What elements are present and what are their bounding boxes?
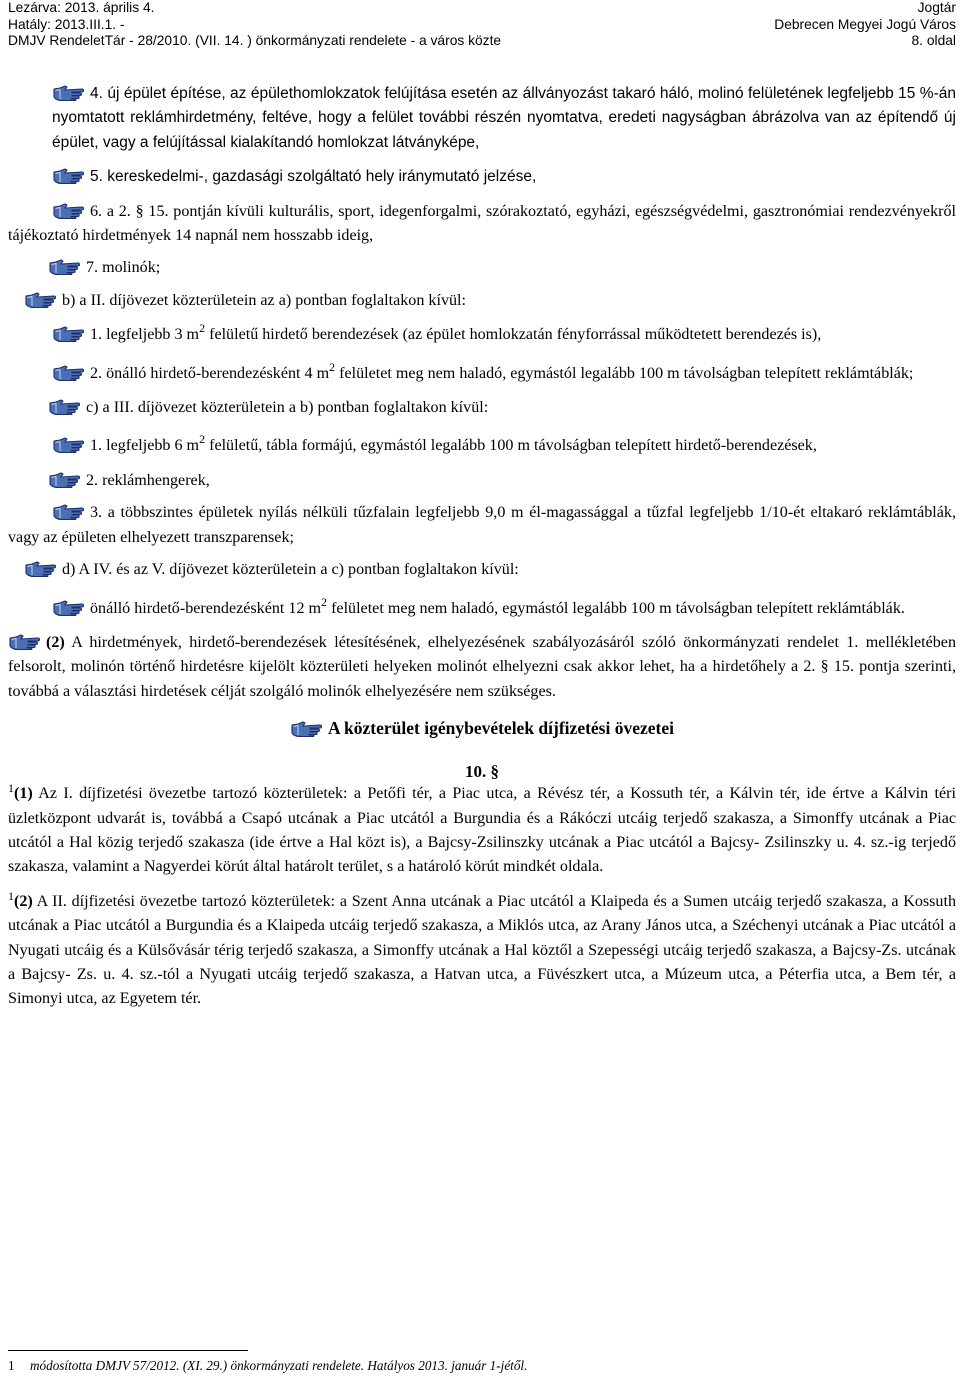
footnote-reference[interactable]: 1 <box>8 781 14 796</box>
pointing-hand-icon <box>8 632 42 650</box>
pointing-hand-icon <box>48 397 82 415</box>
pointing-hand-icon <box>24 559 58 577</box>
footnote-number: 1 <box>8 1358 15 1373</box>
list-item-a7: 7. molinók; <box>8 256 956 280</box>
list-item-c: c) a III. díjövezet közterületein a b) pontban foglaltakon kívül: <box>8 396 956 420</box>
header-left <box>8 0 501 50</box>
section-heading: A közterület igénybevételek díjfizetési övezetei <box>8 716 956 740</box>
effective-date: Hatály: 2013.III.1. - <box>8 16 125 32</box>
list-item-a6: 6. a 2. § 15. pontján kívüli kulturális, sport, idegenforgalmi, szórakoztató, egyházi, egészségvédelmi, gasztronómiai rendezvényekről tájékoztató hirdetmények 14 napnál nem hosszabb ideig, <box>8 202 956 245</box>
pointing-hand-icon <box>52 324 86 342</box>
page-number: 8. oldal <box>911 33 956 49</box>
list-item-c1: 1. legfeljebb 6 $m^2$ felületű, tábla formájú, egymástól legalább 100 m távolságban telepített hirdető-berendezések, <box>8 434 956 458</box>
footnote-text: módosította DMJV 57/2012. (XI. 29.) önkormányzati rendelete. Hatályos 2013. január 1-jétől. <box>30 1358 528 1373</box>
pointing-hand-icon <box>52 83 86 101</box>
pointing-hand-icon <box>52 166 86 184</box>
list-item-d: d) A IV. és az V. díjövezet közterületein a c) pontban foglaltakon kívül: <box>8 558 956 582</box>
pointing-hand-icon <box>290 719 324 737</box>
list-item-b: b) a II. díjövezet közterületein az a) pontban foglaltakon kívül: <box>8 289 956 313</box>
section-number: 10. § <box>465 762 499 782</box>
list-item-c3: 3. a többszintes épületek nyílás nélküli tűzfalain legfeljebb 9,0 m él-magassággal a tűzfal legfeljebb 1/10-ét eltakaró reklámtáblák, vagy az épületen elhelyezett transzparensek; <box>8 504 956 546</box>
pointing-hand-icon <box>52 502 86 520</box>
list-item-b2: 2. önálló hirdető-berendezésként 4 $m^2$ felületet meg nem haladó, egymástól legalább 100 m távolságban telepített reklámtáblák; <box>8 362 956 386</box>
pointing-hand-icon <box>52 201 86 219</box>
closed-date: Lezárva: 2013. április 4. <box>8 0 155 15</box>
pointing-hand-icon <box>48 470 82 488</box>
list-item-d1: önálló hirdető-berendezésként 12 $m^2$ felületet meg nem haladó, egymástól legalább 100 m távolságban telepített reklámtáblák. <box>8 597 956 621</box>
pointing-hand-icon <box>52 363 86 381</box>
section-10-paragraph-1: $^1$(1) Az I. díjfizetési övezetbe tartozó közterületek: a Petőfi tér, a Piac utca, a Révész tér, a Kossuth tér, a Kálvin tér, ide értve a Kálvin téri üzletközpont udvarát is, továbbá a Csapó utcának a Piac utcától a Burgundia és a Rákóczi utcáig terjedő szakasza, a Simonffy utcának a Piac utcától a Hal közig terjedő szakasza (ide értve a Hal közt is), a Bajcsy-Zsilinszky utcának a Piac utcától a Bajcsy- Zsilinszky u. 4. sz.-ig terjedő szakasza, valamint a Nagyerdei körút által határolt terület, s a határoló körút mindkét oldala. <box>8 781 956 876</box>
page-header <box>0 0 960 56</box>
footnote <box>8 1358 527 1374</box>
document-body <box>8 82 956 1012</box>
section-10-paragraph-2: $^1$(2) A II. díjfizetési övezetbe tartozó közterületek: a Szent Anna utcának a Piac utcától a Klaipeda és a Sumen utcáig terjedő szakasza, a Kossuth utcának a Piac utcától a Burgundia és a Klaipeda utcáig terjedő szakasza, a Miklós utca, az Arany János utca, a Széchenyi utcának a Piac utcától a Nyugati utcáig és a Külsővásár térig terjedő szakasza, a Simonffy utcának a Hal köztől a Szepességi utcáig terjedő szakasza, a Bajcsy-Zs. utcának a Bajcsy- Zs. u. 4. sz.-tól a Nyugati utcáig terjedő szakasza, a Hatvan utca, a Füvészkert utca, a Múzeum utca, a Péterfia utca, a Bem tér, a Simonyi utca, az Egyetem tér. <box>8 888 956 1008</box>
list-item-a4: 4. új épület építése, az épülethomlokzatok felújítása esetén az állványozást takaró háló, molinó felületének legfeljebb 15 %-án nyomtatott reklámhirdetmény, feltéve, hogy a felület további részén nyomtatva, eredeti nagyságban ábrázolva van az építendő új épület, vagy a felújítással kialakítandó homlokzat látványképe, <box>52 85 956 151</box>
header-right <box>774 0 956 50</box>
pointing-hand-icon <box>24 290 58 308</box>
publisher-name: Jogtár <box>917 0 956 15</box>
list-item-b1: 1. legfeljebb 3 $m^2$ felületű hirdető berendezések (az épület homlokzatán fényforrással működtetett berendezés is), <box>8 323 956 347</box>
footnote-reference[interactable]: 1 <box>8 888 14 903</box>
list-item-c2: 2. reklámhengerek, <box>8 469 956 493</box>
pointing-hand-icon <box>52 435 86 453</box>
document-reference: DMJV RendeletTár - 28/2010. (VII. 14. ) önkormányzati rendelete - a város közte <box>8 33 502 49</box>
municipality-name: Debrecen Megyei Jogú Város <box>774 16 956 32</box>
list-item-a5: 5. kereskedelmi-, gazdasági szolgáltató hely iránymutató jelzése, <box>8 165 956 189</box>
footnote-divider <box>8 1350 248 1351</box>
paragraph-2: (2) A hirdetmények, hirdető-berendezések létesítésének, elhelyezésének szabályozásáról szóló önkormányzati rendelet 1. mellékletében felsorolt, molinón történő hirdetésre kijelölt közterületi helyeken molinót elhelyezni csak akkor lehet, ha a hirdetőhely a 2. § 15. pontja szerinti, továbbá a választási hirdetések célját szolgáló molinók elhelyezésére nem szükséges. <box>8 633 956 700</box>
pointing-hand-icon <box>48 257 82 275</box>
pointing-hand-icon <box>52 598 86 616</box>
